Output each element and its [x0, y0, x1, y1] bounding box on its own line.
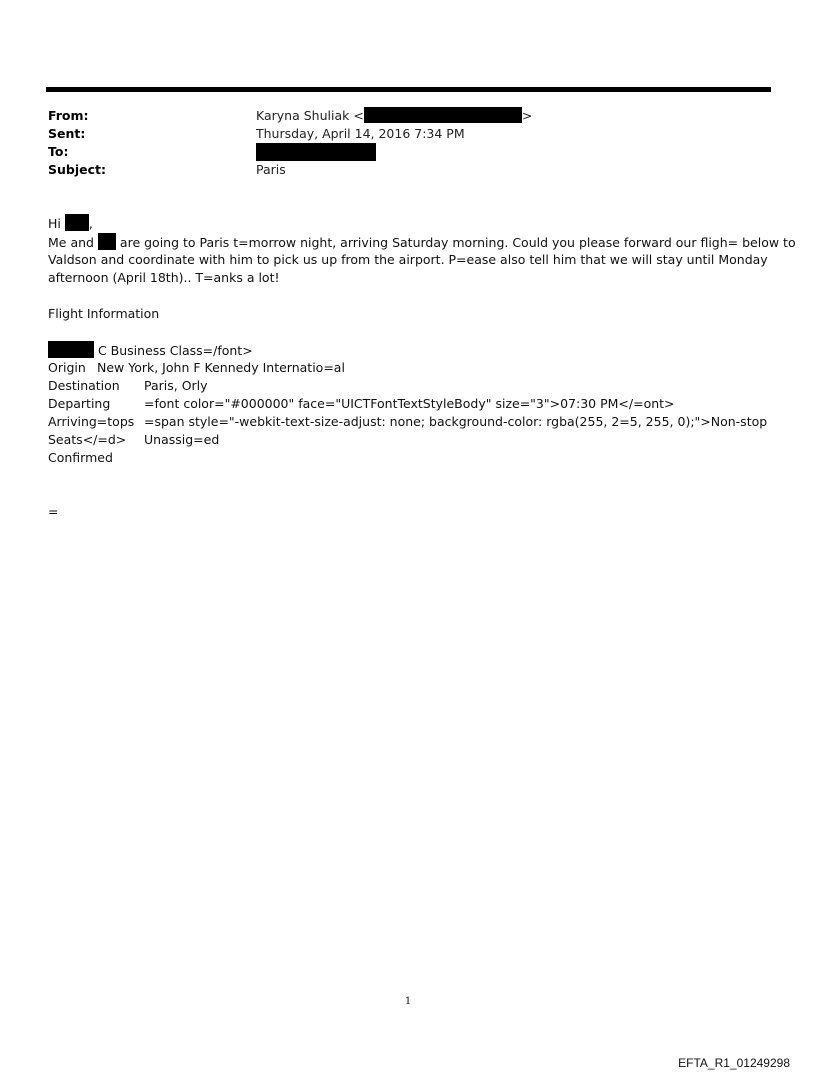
flight-value: =font color="#000000" face="UICTFontTextStyleBody" size="3">07:30 PM</=ont>	[144, 396, 675, 411]
from-row	[48, 107, 748, 125]
subject-row	[48, 161, 748, 179]
from-value	[256, 107, 532, 125]
body-line-2: Valdson and coordinate with him to pick us up from the airport. P=ease also tell him that we will stay until Monday	[48, 252, 768, 267]
body-line-3: afternoon (April 18th).. T=anks a lot!	[48, 270, 280, 285]
bates-number: EFTA_R1_01249298	[678, 1056, 790, 1070]
flight-label: Arriving=tops	[48, 414, 135, 429]
greeting-suffix: ,	[88, 216, 93, 231]
flight-label: Destination	[48, 378, 120, 393]
redaction-block	[98, 233, 116, 250]
sent-label: Sent:	[48, 126, 86, 141]
to-row	[48, 143, 748, 161]
flight-heading: Flight Information	[48, 306, 160, 321]
redaction-block	[364, 107, 522, 123]
flight-label: Departing	[48, 396, 111, 411]
flight-label: Seats</=d>	[48, 432, 127, 447]
flight-value: =span style="-webkit-text-size-adjust: none; background-color: rgba(255, 2=5, 255, 0);">Non-stop	[144, 414, 768, 429]
body-line-1	[48, 233, 796, 252]
to-value	[256, 143, 376, 163]
flight-label: Origin	[48, 360, 86, 375]
body-line-1-rest: are going to Paris t=morrow night, arriving Saturday morning. Could you please forward our fligh= below to	[115, 235, 796, 250]
subject-label: Subject:	[48, 162, 106, 177]
to-label: To:	[48, 144, 69, 159]
from-suffix: >	[521, 108, 533, 123]
subject-value: Paris	[256, 162, 286, 177]
flight-value: Unassig=ed	[144, 432, 220, 447]
flight-value: Paris, Orly	[144, 378, 208, 393]
redaction-block	[48, 341, 94, 358]
from-label: From:	[48, 108, 89, 123]
flight-label: Confirmed	[48, 450, 113, 465]
redaction-block	[256, 143, 376, 161]
header-rule	[46, 87, 771, 92]
trailing-marker: =	[48, 504, 59, 519]
sent-value: Thursday, April 14, 2016 7:34 PM	[256, 126, 465, 141]
greeting-line	[48, 214, 768, 233]
body-line-1-start: Me and	[48, 235, 94, 250]
flight-class-line	[48, 341, 253, 359]
page-number: 1	[404, 996, 412, 1007]
flight-class-text: C Business Class=/font>	[94, 343, 253, 358]
flight-value: New York, John F Kennedy Internatio=al	[97, 360, 345, 375]
from-name: Karyna Shuliak <	[256, 108, 364, 123]
sent-row	[48, 125, 748, 143]
greeting: Hi	[48, 216, 61, 231]
redaction-block	[65, 214, 89, 231]
